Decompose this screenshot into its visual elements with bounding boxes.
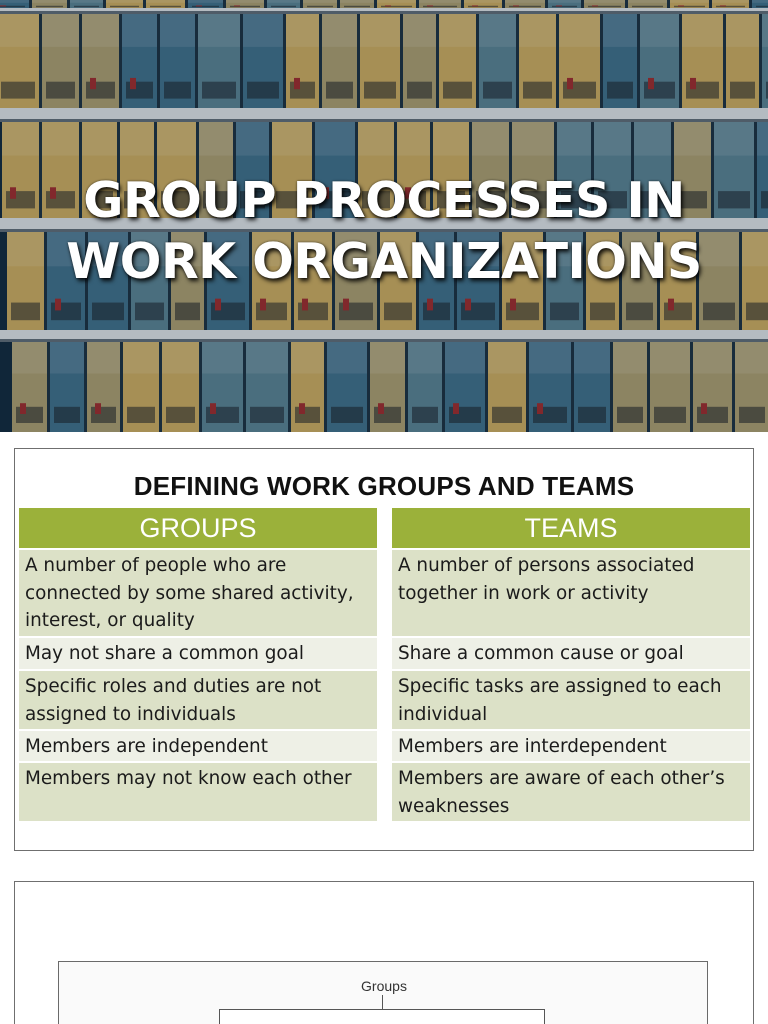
title-slide	[0, 0, 768, 432]
slide-title-line-2: WORK ORGANIZATIONS	[66, 233, 702, 290]
table-cell: Specific tasks are assigned to each individual	[392, 671, 750, 731]
table-cell: Members are aware of each other’s weaknesses	[392, 763, 750, 823]
diagram-connector	[382, 995, 383, 1009]
table-cell: Members are independent	[19, 731, 377, 763]
teams-column	[392, 508, 750, 823]
table-cell: Share a common cause or goal	[392, 638, 750, 671]
table-cell: Members are interdependent	[392, 731, 750, 763]
teams-header: TEAMS	[392, 508, 750, 550]
comparison-slide	[14, 448, 754, 851]
comparison-title: DEFINING WORK GROUPS AND TEAMS	[133, 471, 635, 501]
diagram-slide	[14, 881, 754, 1024]
table-cell: A number of persons associated together in work or activity	[392, 550, 750, 638]
groups-column	[19, 508, 377, 823]
groups-header: GROUPS	[19, 508, 377, 550]
table-cell: A number of people who are connected by some shared activity, interest, or quality	[19, 550, 377, 638]
table-cell: Members may not know each other	[19, 763, 377, 823]
diagram-box	[219, 1009, 545, 1024]
table-cell: May not share a common goal	[19, 638, 377, 671]
diagram-label-groups: Groups	[361, 978, 407, 994]
table-cell: Specific roles and duties are not assigned to individuals	[19, 671, 377, 731]
slide-title	[0, 170, 768, 292]
slide-title-line-1: GROUP PROCESSES IN	[83, 172, 685, 229]
